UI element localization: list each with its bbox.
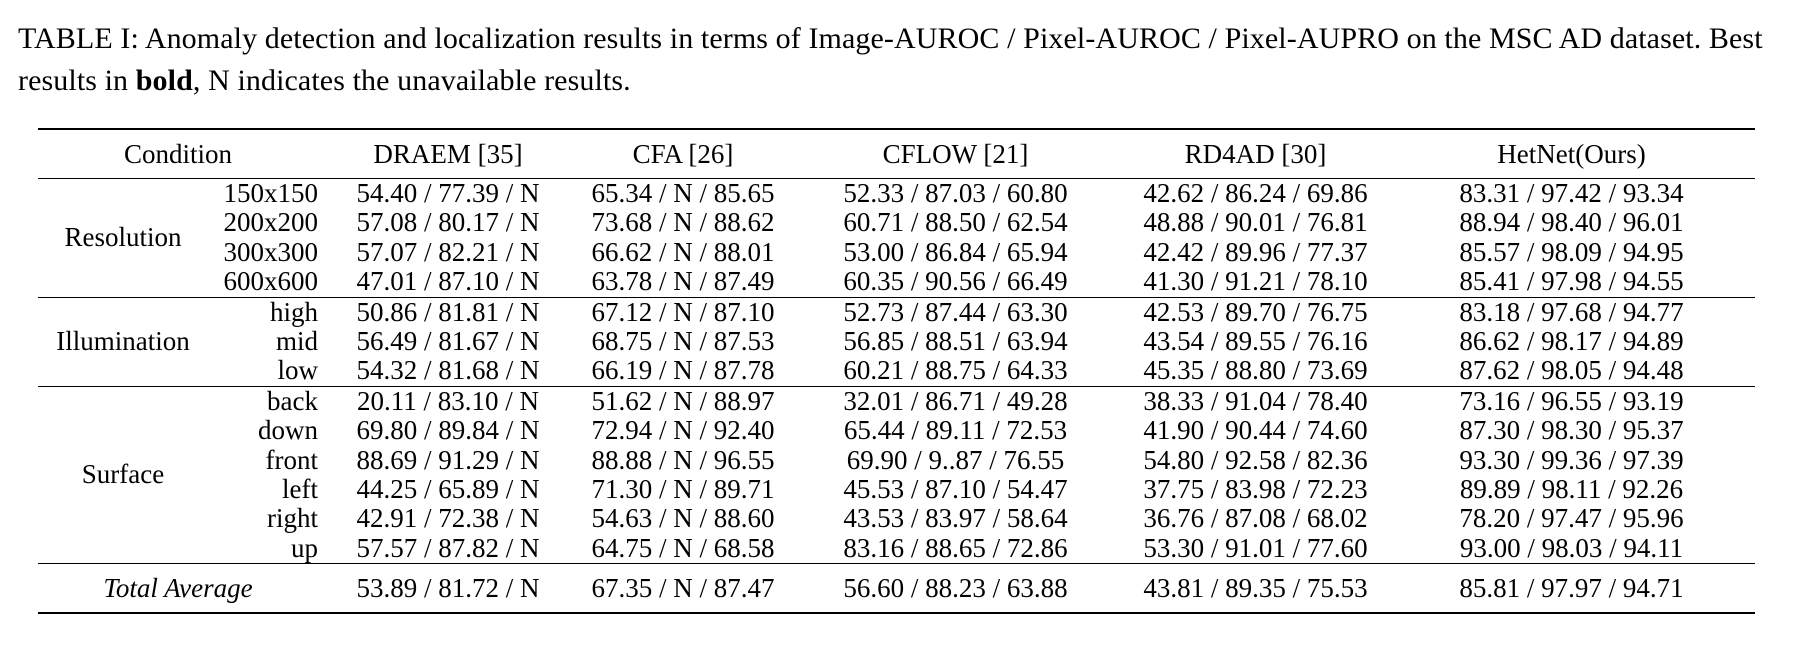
table-row [38,475,1755,504]
results-table [38,128,1755,614]
result-cell: 88.94 / 98.40 / 96.01 [1459,207,1684,238]
table-caption [18,18,1788,102]
group-label: Illumination [56,326,190,357]
table-row [38,238,1755,267]
result-cell: 52.33 / 87.03 / 60.80 [843,178,1068,208]
condition-label: 600x600 [223,266,318,297]
column-header: HetNet(Ours) [1497,138,1646,169]
table-row [38,327,1755,356]
caption-bold-word: bold [135,64,193,97]
result-cell: 66.62 / N / 88.01 [591,236,775,267]
result-cell: 67.12 / N / 87.10 [591,296,775,327]
result-cell: 44.25 / 65.89 / N [356,474,540,505]
result-cell: 38.33 / 91.04 / 78.40 [1143,385,1368,416]
result-cell: 36.76 / 87.08 / 68.02 [1143,503,1368,534]
table-row [38,208,1755,237]
result-cell: 54.80 / 92.58 / 82.36 [1143,444,1368,475]
result-cell: 43.53 / 83.97 / 58.64 [843,503,1068,534]
result-cell: 65.44 / 89.11 / 72.53 [843,415,1068,446]
result-cell: 56.49 / 81.67 / N [356,326,540,357]
result-cell: 87.30 / 98.30 / 95.37 [1459,415,1684,446]
result-cell: 43.54 / 89.55 / 76.16 [1143,326,1368,357]
result-cell: 73.16 / 96.55 / 93.19 [1459,385,1684,416]
table-row [38,416,1755,445]
result-cell: 45.53 / 87.10 / 54.47 [843,474,1068,505]
result-cell: 69.90 / 9..87 / 76.55 [846,444,1065,475]
result-cell: 63.78 / N / 87.49 [591,266,775,297]
result-cell: 52.73 / 87.44 / 63.30 [843,296,1068,327]
result-cell: 87.62 / 98.05 / 94.48 [1459,355,1684,386]
condition-label: 200x200 [223,207,318,238]
caption-text-end: , N indicates the unavailable results. [192,64,631,97]
result-cell: 42.53 / 89.70 / 76.75 [1143,296,1368,327]
caption-text: TABLE I: Anomaly detection and localization results in terms of Image-AUROC / Pixel-AUROC / Pixel-AUPRO on the MSC AD dataset. Best results in [18,22,1763,97]
result-cell: 41.90 / 90.44 / 74.60 [1143,415,1368,446]
result-cell: 86.62 / 98.17 / 94.89 [1459,326,1684,357]
table-body [38,179,1755,614]
result-cell: 93.00 / 98.03 / 94.11 [1459,532,1684,563]
result-cell: 85.41 / 97.98 / 94.55 [1459,266,1684,297]
result-cell: 68.75 / N / 87.53 [591,326,775,357]
column-header: CFLOW [21] [882,138,1029,169]
result-cell: 88.69 / 91.29 / N [356,444,540,475]
column-header: RD4AD [30] [1184,138,1327,169]
result-cell: 45.35 / 88.80 / 73.69 [1143,355,1368,386]
header-row [38,129,1755,179]
condition-label: back [267,385,318,416]
result-cell: 54.63 / N / 88.60 [591,503,775,534]
result-cell: 51.62 / N / 88.97 [591,385,775,416]
condition-label: 150x150 [223,178,318,208]
result-cell: 72.94 / N / 92.40 [591,415,775,446]
result-cell: 57.08 / 80.17 / N [356,207,540,238]
condition-label: right [267,503,318,534]
result-cell: 57.57 / 87.82 / N [356,532,540,563]
table-row [38,267,1755,297]
result-cell: 54.40 / 77.39 / N [356,178,540,208]
table-row [38,179,1755,209]
result-cell: 65.34 / N / 85.65 [591,178,775,208]
result-cell: 85.81 / 97.97 / 94.71 [1459,572,1684,603]
condition-label: up [291,532,318,563]
result-cell: 78.20 / 97.47 / 95.96 [1459,503,1684,534]
column-header: DRAEM [35] [373,138,523,169]
table-row [38,446,1755,475]
result-cell: 53.30 / 91.01 / 77.60 [1143,532,1368,563]
result-cell: 83.16 / 88.65 / 72.86 [843,532,1068,563]
result-cell: 67.35 / N / 87.47 [591,572,775,603]
result-cell: 57.07 / 82.21 / N [356,236,540,267]
result-cell: 85.57 / 98.09 / 94.95 [1459,236,1684,267]
result-cell: 42.91 / 72.38 / N [356,503,540,534]
total-average-row [38,564,1755,614]
result-cell: 32.01 / 86.71 / 49.28 [843,385,1068,416]
result-cell: 56.85 / 88.51 / 63.94 [843,326,1068,357]
result-cell: 71.30 / N / 89.71 [591,474,775,505]
condition-label: front [265,444,318,475]
result-cell: 42.62 / 86.24 / 69.86 [1143,178,1368,208]
result-cell: 89.89 / 98.11 / 92.26 [1459,474,1684,505]
table-row [38,297,1755,327]
result-cell: 88.88 / N / 96.55 [591,444,775,475]
result-cell: 50.86 / 81.81 / N [356,296,540,327]
condition-label: down [258,415,318,446]
result-cell: 66.19 / N / 87.78 [591,355,775,386]
result-cell: 20.11 / 83.10 / N [357,385,539,416]
result-cell: 42.42 / 89.96 / 77.37 [1143,236,1368,267]
result-cell: 41.30 / 91.21 / 78.10 [1143,266,1368,297]
condition-label: high [269,296,318,327]
condition-label: left [282,474,318,505]
result-cell: 48.88 / 90.01 / 76.81 [1143,207,1368,238]
result-cell: 53.89 / 81.72 / N [356,572,540,603]
result-cell: 69.80 / 89.84 / N [356,415,540,446]
group-label: Resolution [64,222,182,253]
result-cell: 93.30 / 99.36 / 97.39 [1459,444,1684,475]
result-cell: 60.21 / 88.75 / 64.33 [843,355,1068,386]
total-average-label: Total Average [103,572,253,603]
condition-label: low [277,355,318,386]
column-header: CFA [26] [632,138,734,169]
result-cell: 83.18 / 97.68 / 94.77 [1459,296,1684,327]
result-cell: 60.71 / 88.50 / 62.54 [843,207,1068,238]
column-header: Condition [123,138,232,169]
group-label: Surface [81,459,165,490]
result-cell: 43.81 / 89.35 / 75.53 [1143,572,1368,603]
result-cell: 53.00 / 86.84 / 65.94 [843,236,1068,267]
result-cell: 37.75 / 83.98 / 72.23 [1143,474,1368,505]
table-row [38,504,1755,533]
result-cell: 56.60 / 88.23 / 63.88 [843,572,1068,603]
condition-label: 300x300 [223,236,318,267]
result-cell: 60.35 / 90.56 / 66.49 [843,266,1068,297]
table-row [38,356,1755,386]
result-cell: 73.68 / N / 88.62 [591,207,775,238]
table-row [38,386,1755,416]
result-cell: 47.01 / 87.10 / N [356,266,540,297]
result-cell: 64.75 / N / 68.58 [591,532,775,563]
table-row [38,534,1755,564]
result-cell: 54.32 / 81.68 / N [356,355,540,386]
result-cell: 83.31 / 97.42 / 93.34 [1459,178,1684,208]
condition-label: mid [275,326,318,357]
